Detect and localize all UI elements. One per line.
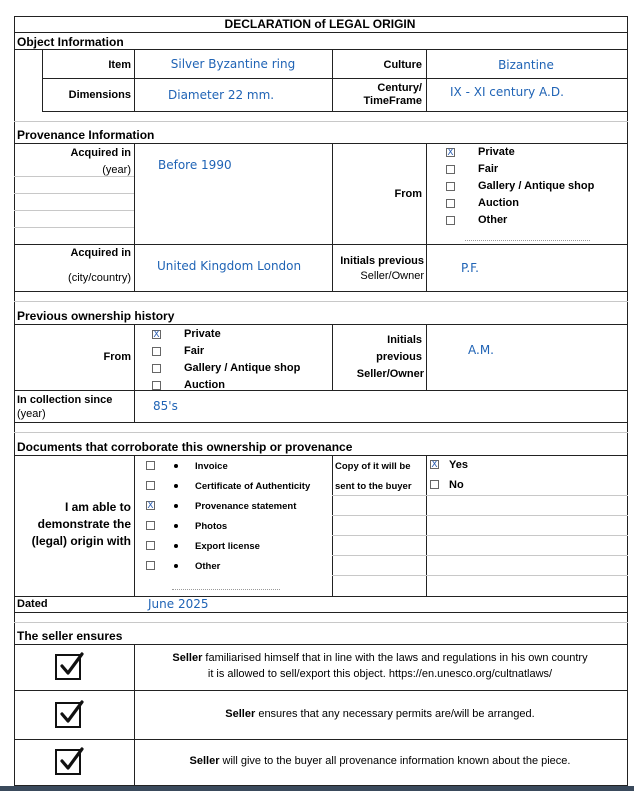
- rule: [426, 143, 427, 291]
- provenance-from-option-label: Fair: [478, 163, 499, 175]
- history-from-option-label: Fair: [184, 345, 205, 357]
- provenance-from-option-label: Private: [478, 146, 515, 158]
- seller-bold: Seller: [225, 707, 256, 720]
- provenance-from-checkbox[interactable]: [446, 199, 455, 208]
- bullet-icon: [174, 524, 178, 528]
- acquired-place-label-line1: Acquired in: [70, 247, 131, 259]
- dimensions-label: Dimensions: [68, 89, 131, 101]
- history-from-option-label: Private: [184, 328, 221, 340]
- provenance-from-option-label: Gallery / Antique shop: [478, 180, 595, 192]
- able-label-line3: (legal) origin with: [31, 534, 131, 548]
- able-label-line2: demonstrate the: [37, 517, 131, 531]
- checkmark-box-icon: [55, 654, 81, 680]
- copy-option-label: Yes: [449, 459, 468, 471]
- rule-light: [14, 210, 134, 211]
- seller-bold: Seller: [189, 755, 220, 767]
- rule: [14, 596, 628, 597]
- prov-initials-label-line1: Initials previous: [340, 255, 424, 267]
- rule: [14, 244, 628, 245]
- acquired-year-label-line2: (year): [102, 164, 131, 176]
- item-value: Silver Byzantine ring: [170, 57, 296, 71]
- history-from-checkbox[interactable]: [152, 364, 161, 373]
- rule-light: [332, 535, 628, 536]
- century-label-line2: TimeFrame: [363, 95, 422, 107]
- frame-left: [14, 16, 15, 786]
- bullet-icon: [174, 564, 178, 568]
- century-label-line1: Century/: [377, 82, 422, 94]
- document-item-label: Export license: [195, 541, 260, 552]
- bottom-strip: [0, 786, 634, 791]
- copy-label-line1: Copy of it will be: [335, 461, 411, 472]
- seller-bold: Seller: [172, 652, 203, 664]
- bullet-icon: [174, 504, 178, 508]
- bullet-icon: [174, 484, 178, 488]
- rule: [134, 324, 135, 423]
- document-item-label: Provenance statement: [195, 501, 297, 512]
- dated-label: Dated: [17, 598, 48, 610]
- hist-initials-label-line3: Seller/Owner: [356, 368, 424, 380]
- acquired-year-value: Before 1990: [158, 158, 232, 172]
- acquired-place-label-line2: (city/country): [68, 272, 131, 284]
- rule: [14, 143, 628, 144]
- rule-light: [14, 622, 628, 623]
- rule: [14, 690, 628, 691]
- rule: [332, 324, 333, 390]
- doc-other-dotted-line: [172, 588, 280, 590]
- seller-statement-line1: Seller will give to the buyer all provenance information known about the piece.: [189, 755, 571, 767]
- hist-initials-label-line2: previous: [376, 351, 422, 363]
- history-from-checkbox[interactable]: [152, 381, 161, 390]
- acquired-year-label-line1: Acquired in: [70, 147, 131, 159]
- copy-option-label: No: [449, 479, 464, 491]
- rule-light: [14, 121, 628, 122]
- history-from-option-label: Gallery / Antique shop: [184, 362, 301, 374]
- object-info-heading: Object Information: [17, 35, 124, 49]
- rule-light: [14, 227, 134, 228]
- provenance-from-option-label: Auction: [478, 197, 519, 209]
- document-checkbox[interactable]: [146, 461, 155, 470]
- document-item-label: Invoice: [195, 461, 228, 472]
- checkmark-box-icon: [55, 702, 81, 728]
- dated-value: June 2025: [148, 597, 209, 611]
- rule: [14, 422, 628, 423]
- culture-label: Culture: [383, 59, 422, 71]
- item-label: Item: [108, 59, 131, 71]
- culture-value: Bizantine: [498, 58, 554, 72]
- document-item-label: Other: [195, 561, 221, 572]
- other-dotted-line: [465, 239, 590, 241]
- documents-heading: Documents that corroborate this ownership or provenance: [17, 440, 353, 454]
- rule: [14, 455, 628, 456]
- copy-option-checkbox[interactable]: [430, 480, 439, 489]
- rule: [42, 78, 628, 79]
- rule: [14, 739, 628, 740]
- document-checkbox[interactable]: X: [147, 501, 154, 511]
- rule-light: [332, 515, 628, 516]
- collection-value: 85's: [153, 399, 178, 413]
- document-item-label: Certificate of Authenticity: [195, 481, 311, 492]
- document-item-label: Photos: [195, 521, 228, 532]
- provenance-from-checkbox[interactable]: X: [447, 148, 454, 158]
- rule: [42, 49, 43, 111]
- frame-right: [627, 16, 628, 786]
- document-checkbox[interactable]: [146, 561, 155, 570]
- rule: [14, 390, 628, 391]
- rule: [14, 324, 628, 325]
- acquired-place-value: United Kingdom London: [157, 259, 302, 273]
- frame-top: [14, 16, 628, 17]
- provenance-from-checkbox[interactable]: [446, 182, 455, 191]
- page-title: DECLARATION of LEGAL ORIGIN: [224, 17, 416, 31]
- seller-statement-line2: it is allowed to sell/export this object. https://en.unesco.org/cultnatlaws/: [207, 668, 553, 680]
- document-checkbox[interactable]: [146, 481, 155, 490]
- history-from-label: From: [103, 351, 131, 363]
- rule-light: [332, 575, 628, 576]
- rule-light: [332, 495, 628, 496]
- hist-initials-label-line1: Initials: [387, 334, 422, 346]
- rule: [332, 49, 333, 111]
- rule-light: [14, 301, 628, 302]
- rule: [14, 644, 628, 645]
- rule: [332, 143, 333, 291]
- rule: [14, 49, 628, 50]
- able-label-line1: I am able to: [64, 500, 131, 514]
- history-from-checkbox[interactable]: X: [153, 330, 160, 340]
- bullet-icon: [174, 464, 178, 468]
- history-from-checkbox[interactable]: [152, 347, 161, 356]
- prov-initials-value: P.F.: [461, 261, 479, 275]
- copy-label-line2: sent to the buyer: [335, 481, 412, 492]
- copy-option-checkbox[interactable]: X: [431, 460, 438, 470]
- collection-label-line2: (year): [17, 408, 46, 420]
- prov-initials-label-line2: Seller/Owner: [360, 270, 424, 282]
- rule: [14, 32, 628, 33]
- rule: [134, 143, 135, 291]
- document-checkbox[interactable]: [146, 521, 155, 530]
- provenance-from-checkbox[interactable]: [446, 165, 455, 174]
- century-value: IX - XI century A.D.: [450, 85, 564, 99]
- history-heading: Previous ownership history: [17, 309, 175, 323]
- history-from-option-label: Auction: [184, 379, 225, 391]
- provenance-from-checkbox[interactable]: [446, 216, 455, 225]
- seller-heading: The seller ensures: [17, 629, 123, 643]
- rule: [14, 612, 628, 613]
- rule: [42, 111, 628, 112]
- rule: [134, 455, 135, 596]
- rule-light: [332, 555, 628, 556]
- seller-statement-line1: Seller familiarised himself that in line with the laws and regulations in his own country: [172, 652, 588, 664]
- rule: [426, 324, 427, 390]
- rule: [14, 291, 628, 292]
- provenance-from-option-label: Other: [478, 214, 508, 226]
- checkmark-box-icon: [55, 749, 81, 775]
- provenance-heading: Provenance Information: [17, 128, 155, 142]
- rule-light: [14, 432, 628, 433]
- document-checkbox[interactable]: [146, 541, 155, 550]
- seller-statement-line1: Seller ensures that any necessary permits are/will be arranged.: [225, 707, 535, 720]
- dimensions-value: Diameter 22 mm.: [168, 88, 275, 102]
- hist-initials-value: A.M.: [468, 343, 494, 357]
- provenance-from-label: From: [394, 188, 422, 200]
- bullet-icon: [174, 544, 178, 548]
- collection-label-line1: In collection since: [17, 394, 113, 406]
- rule-light: [14, 193, 134, 194]
